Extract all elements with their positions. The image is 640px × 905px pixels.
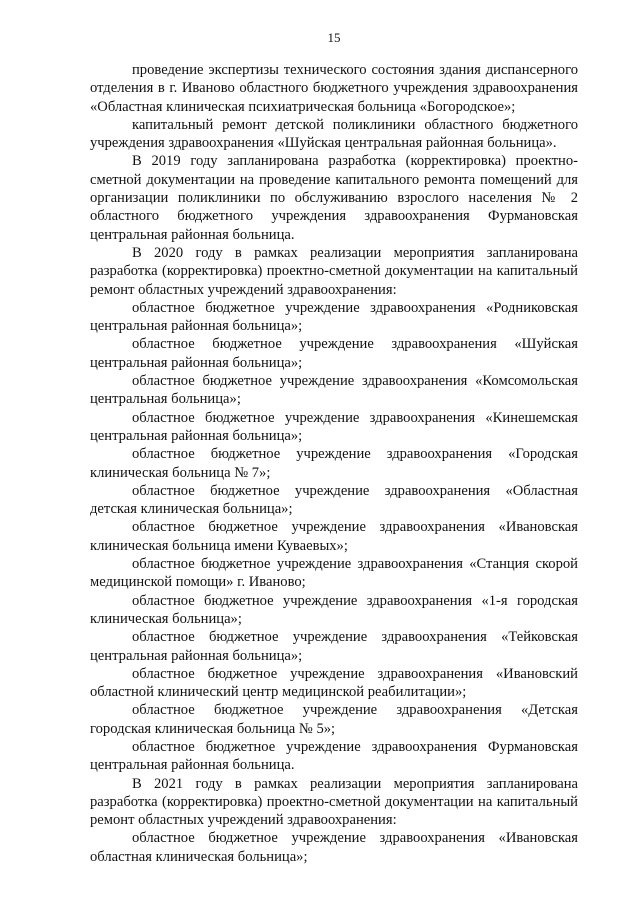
list-item: областное бюджетное учреждение здравоохранения «Ивановский областной клинический центр медицинской реабилитации»; [90,665,578,701]
list-item: областное бюджетное учреждение здравоохранения «Кинешемская центральная районная больница»; [90,409,578,444]
list-item: областное бюджетное учреждение здравоохранения Фурмановская центральная районная больница. [90,738,578,774]
list-item: областное бюджетное учреждение здравоохранения «Областная детская клиническая больница»; [90,482,578,518]
list-item: областное бюджетное учреждение здравоохранения «Тейковская центральная районная больница»; [90,629,578,664]
page-number: 15 [327,30,341,45]
paragraph: В 2021 году в рамках реализации мероприятия запланирована разработка (корректировка) проектно-сметной документации на капитальный ремонт областных учреждений здравоохранения: [90,775,578,829]
list-item: областное бюджетное учреждение здравоохранения «Шуйская центральная районная больница»; [90,336,578,371]
list-item: областное бюджетное учреждение здравоохранения «Детская городская клиническая больница № 5»; [90,702,578,737]
paragraph: проведение экспертизы технического состояния здания диспансерного отделения в г. Иваново областного бюджетного учреждения здравоохранения «Областная клиническая психиатрическая больница «Богородское»; [90,62,578,115]
paragraph: капитальный ремонт детской поликлиники областного бюджетного учреждения здравоохранения «Шуйская центральная районная больница». [90,116,578,152]
list-item: областное бюджетное учреждение здравоохранения «Ивановская клиническая больница имени Куваевых»; [90,519,578,554]
list-item: областное бюджетное учреждение здравоохранения «Родниковская центральная районная больница»; [90,299,578,335]
list-item: областное бюджетное учреждение здравоохранения «Станция скорой медицинской помощи» г. Иваново; [90,556,578,591]
list-item: областное бюджетное учреждение здравоохранения «Городская клиническая больница № 7»; [90,446,578,481]
list-item: областное бюджетное учреждение здравоохранения «1-я городская клиническая больница»; [90,592,578,627]
list-item: областное бюджетное учреждение здравоохранения «Комсомольская центральная больница»; [90,373,578,408]
list-item: областное бюджетное учреждение здравоохранения «Ивановская областная клиническая больница»; [90,830,578,865]
paragraph: В 2020 году в рамках реализации мероприятия запланирована разработка (корректировка) проектно-сметной документации на капитальный ремонт областных учреждений здравоохранения: [90,244,578,298]
document-page [90,30,578,866]
document-body [90,61,578,866]
paragraph: В 2019 году запланирована разработка (корректировка) проектно-сметной документации на проведение капитального ремонта помещений для организации поликлиники по обслуживанию взрослого населения № 2 областного бюджетного учреждения здравоохранения Фурмановская центральная районная больница. [90,153,578,243]
